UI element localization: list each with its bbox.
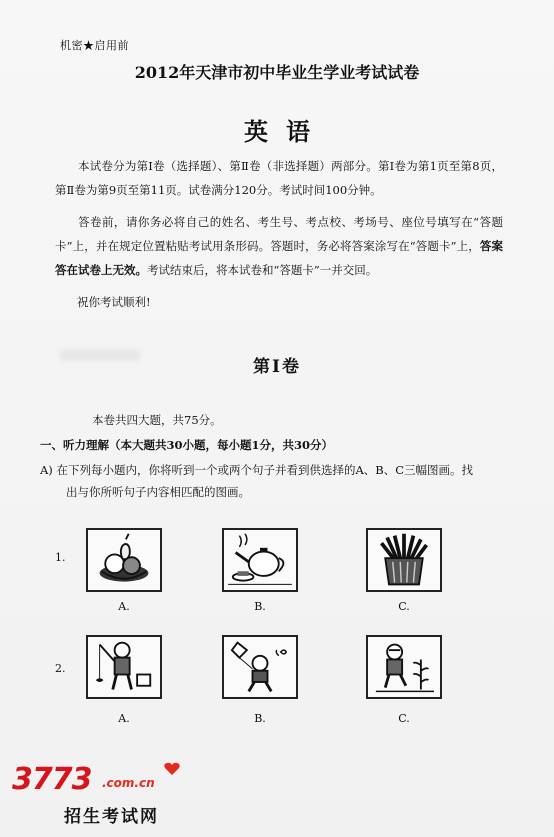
volume-count: 本卷共四大题，共75分。 [92,413,222,427]
intro-p2-text: 答卷前，请你务必将自己的姓名、考生号、考点校、考场号、座位号填写在“答题卡”上，并在规定位置粘贴考试用条形码。答题时，务必将答案涂写在“答题卡”上， [55,215,503,253]
confidential-label: 机密★启用前 [60,39,129,52]
heart-icon [164,762,180,776]
instruction-line-2: 出与你所听句子内容相匹配的图画。 [66,485,250,499]
intro-paragraph-1: 本试卷分为第Ⅰ卷（选择题）、第Ⅱ卷（非选择题）两部分。第Ⅰ卷为第1页至第8页，第Ⅱ卷为第9页至第11页。试卷满分120分。考试时间100分钟。 [55,159,503,197]
watermark-tagline: 招生考试网 [64,807,159,827]
option-picture-1b[interactable] [222,528,298,592]
boy-planting-icon [368,637,440,697]
french-fries-icon [368,530,440,590]
watermark-number: 3773 [12,762,92,797]
option-picture-2c[interactable] [366,635,442,699]
option-label: B. [254,712,266,725]
option-picture-1a[interactable] [86,528,162,592]
teapot-icon [224,530,296,590]
instruction-line-1: A) 在下列每小题内，你将听到一个或两个句子并看到供选择的A、B、C三幅图画。找 [40,463,473,477]
option-label: C. [398,600,410,613]
option-label: A. [118,600,130,613]
option-label: A. [118,712,130,725]
exam-title: 2012年天津市初中毕业生学业考试试卷 [134,63,420,82]
volume-title: 第Ⅰ卷 [253,357,301,377]
option-label: B. [254,600,266,613]
question-number: 2. [55,662,66,675]
site-watermark-logo [8,762,188,832]
section-instruction [40,459,510,503]
section-heading: 一、听力理解（本大题共30小题，每小题1分，共30分） [40,438,334,452]
option-picture-2a[interactable] [86,635,162,699]
option-label: C. [398,712,410,725]
intro-p2-end: 考试结束后，将本试卷和“答题卡”一并交回。 [147,263,378,277]
fruit-basket-icon [88,530,160,590]
boy-kite-icon [224,637,296,697]
option-picture-2b[interactable] [222,635,298,699]
intro-paragraph-2 [55,210,503,282]
option-picture-1c[interactable] [366,528,442,592]
question-number: 1. [55,551,66,564]
boy-fishing-icon [88,637,160,697]
subject-title: 英语 [244,117,328,146]
good-luck-text: 祝你考试顺利! [77,295,151,309]
watermark-domain: .com.cn [102,776,155,790]
intro-p2-bold: 答案答在试卷上无效。 [55,239,503,277]
